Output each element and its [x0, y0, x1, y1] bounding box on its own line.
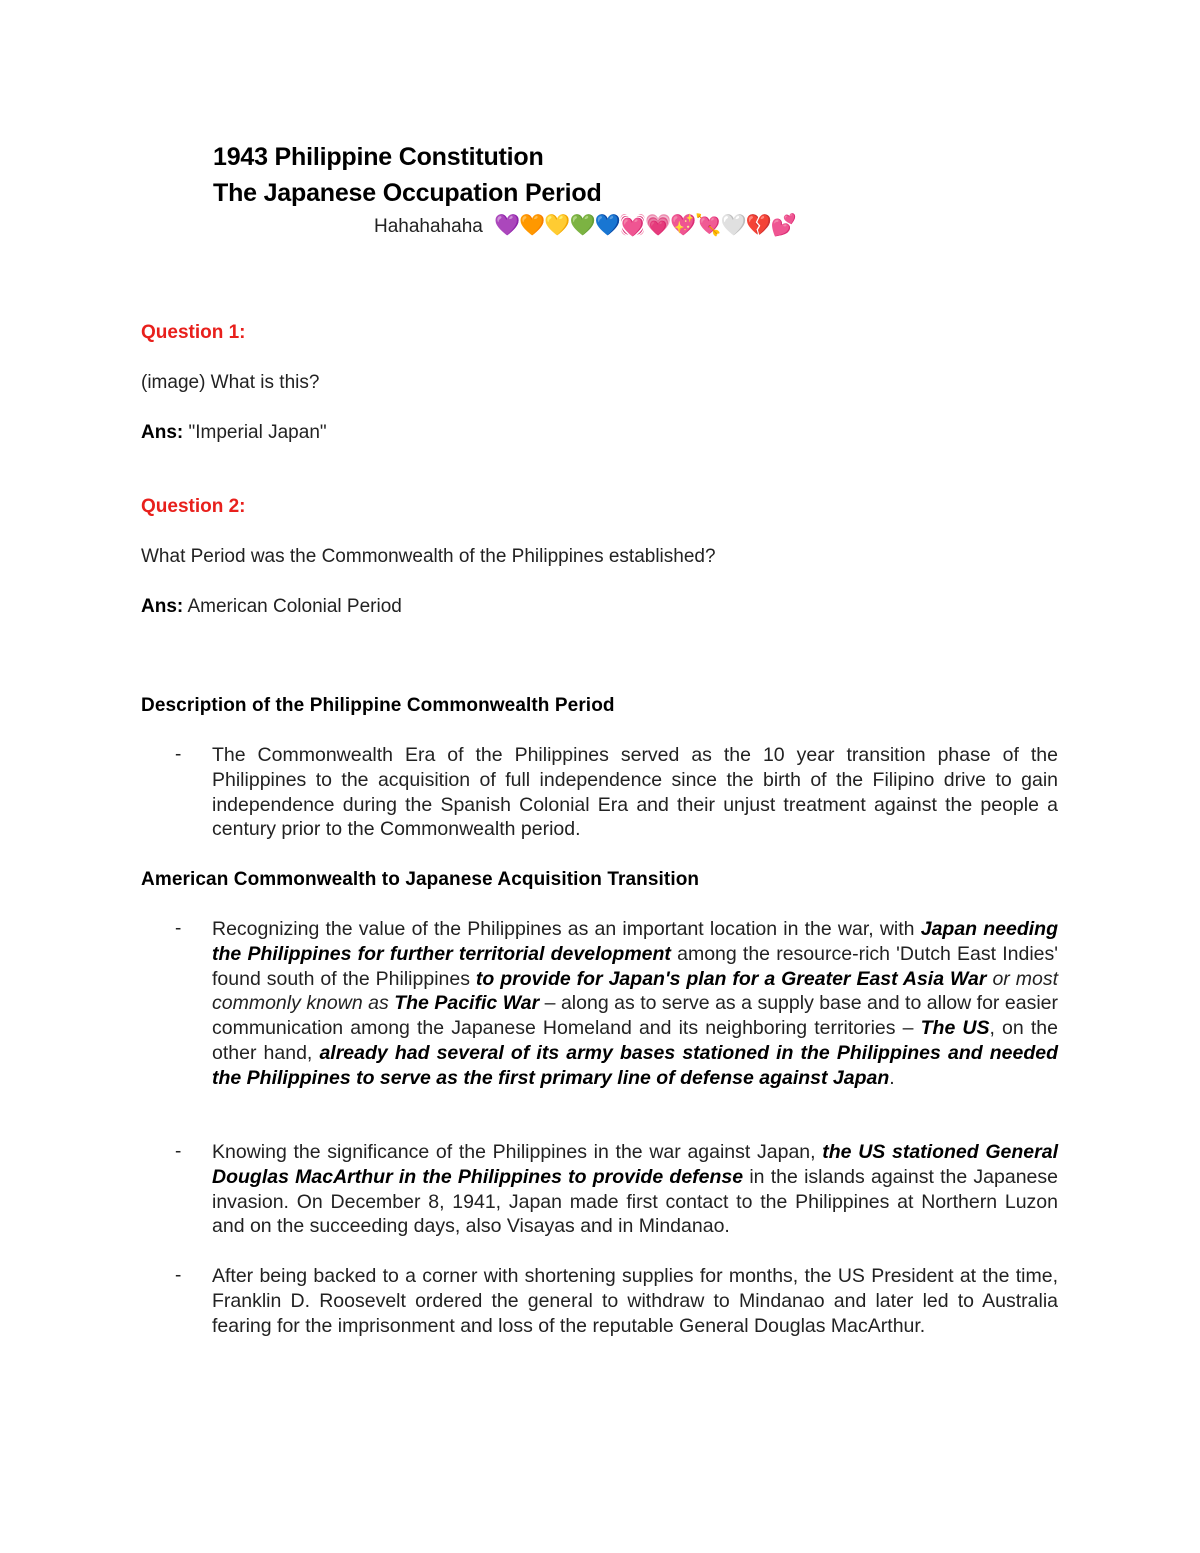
- text-run: among the resource-rich 'Dutch East Indies' found south of the Philippines: [212, 942, 1059, 990]
- heart-icon: 💔: [745, 214, 772, 237]
- heart-icon: 💓: [619, 214, 647, 237]
- heart-icon: 🧡: [519, 214, 546, 237]
- subtitle-text: Hahahahaha: [374, 216, 483, 238]
- bullet-marker: -: [175, 1265, 182, 1286]
- emphasis-run: The US: [920, 1017, 990, 1040]
- bullet-marker: -: [175, 1141, 182, 1162]
- heart-icon: 💚: [569, 214, 596, 237]
- answer-2-text: American Colonial Period: [183, 596, 402, 617]
- heart-icon: 💙: [594, 214, 621, 237]
- answer-1: [141, 421, 327, 445]
- answer-2: [141, 595, 402, 619]
- heart-icon: 🤍: [720, 214, 747, 237]
- question-2-text: What Period was the Commonwealth of the Philippines established?: [141, 546, 716, 567]
- emphasis-run: Japan needing the Philippines for further territorial development: [212, 918, 1059, 965]
- emphasis-run: The Pacific War: [394, 992, 540, 1015]
- subtitle-line: [374, 214, 796, 240]
- heart-icon: 💘: [695, 214, 722, 237]
- answer-1-label: Ans:: [141, 422, 184, 443]
- emphasis-run: the US stationed General Douglas MacArthur in the Philippines to provide defense: [212, 1141, 1058, 1188]
- bullet-marker: -: [175, 744, 182, 765]
- answer-2-label: Ans:: [141, 596, 184, 617]
- answer-1-text: "Imperial Japan": [183, 422, 327, 443]
- transition-paragraph-3: After being backed to a corner with shortening supplies for months, the US President at the time, Franklin D. Roosevelt ordered the general to withdraw to Mindanao and later led to Australia fearing for the imprisonment and loss of the reputable General Douglas MacArthur.: [212, 1265, 1058, 1337]
- emphasis-run: already had several of its army bases stationed in the Philippines and needed the Philippines to serve as the first primary line of defense against Japan: [212, 1041, 1058, 1089]
- text-run: in the islands against the Japanese invasion. On December 8, 1941, Japan made first contact to the Philippines at Northern Luzon and on the succeeding days, also Visayas and in Mindanao.: [212, 1165, 1058, 1238]
- section-heading-commonwealth: Description of the Philippine Commonwealth Period: [141, 695, 615, 716]
- heart-icon: 💛: [544, 214, 571, 237]
- heart-icon: 💜: [494, 214, 521, 237]
- italic-run: or most commonly known as: [212, 967, 1058, 1015]
- text-run: .: [889, 1066, 895, 1089]
- text-run: Knowing the significance of the Philippines in the war against Japan,: [212, 1141, 823, 1163]
- text-run: , on the other hand,: [212, 1017, 1058, 1064]
- question-2-label: Question 2:: [141, 496, 246, 517]
- question-1-label: Question 1:: [141, 322, 246, 343]
- hearts-emoji-row: [494, 214, 796, 240]
- text-run: Recognizing the value of the Philippines as an important location in the war, with: [212, 918, 921, 940]
- transition-paragraph-1: [212, 917, 1058, 1091]
- question-1-text: (image) What is this?: [141, 372, 320, 393]
- bullet-marker: -: [175, 918, 182, 939]
- heart-icon: 💖: [670, 214, 697, 237]
- document-title: 1943 Philippine Constitution: [213, 143, 544, 171]
- transition-paragraph-2: [212, 1140, 1058, 1239]
- text-run: – along as to serve as a supply base and to allow for easier communication among the Japanese Homeland and its neighboring territories –: [212, 992, 1058, 1040]
- heart-icon: 💗: [645, 214, 672, 237]
- document-subtitle-heading: The Japanese Occupation Period: [213, 179, 602, 207]
- heart-icon: 💕: [770, 214, 797, 237]
- section-heading-transition: American Commonwealth to Japanese Acquisition Transition: [141, 869, 700, 890]
- commonwealth-description: The Commonwealth Era of the Philippines served as the 10 year transition phase of the Philippines to the acquisition of full independence since the birth of the Filipino drive to gain independence during the Spanish Colonial Era and their unjust treatment against the people a century prior to the Commonwealth period.: [212, 744, 1058, 841]
- emphasis-run: to provide for Japan's plan for a Greater East Asia War: [475, 967, 987, 990]
